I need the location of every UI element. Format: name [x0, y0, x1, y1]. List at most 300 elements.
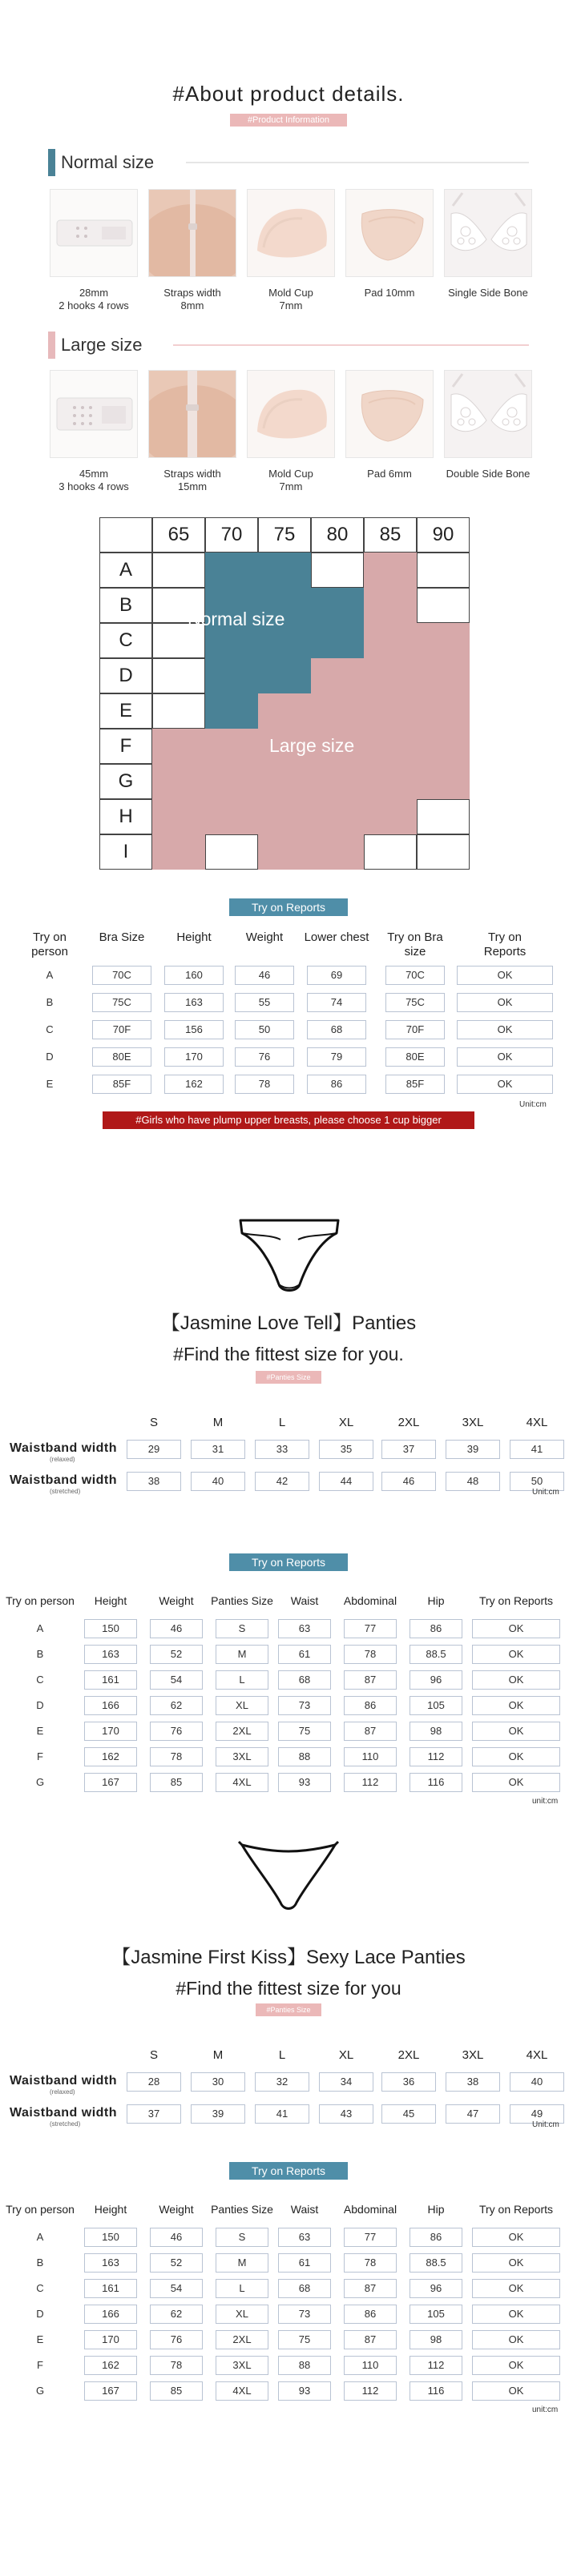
table-cell: 78	[150, 1747, 203, 1766]
strap-image	[148, 370, 236, 458]
size-header: 3XL	[462, 1416, 484, 1429]
grid-cell	[258, 693, 311, 729]
table-cell: 76	[150, 2330, 203, 2349]
table-cell: 170	[84, 1722, 137, 1741]
panties2-subtitle: #Find the fittest size for you	[176, 1978, 401, 1999]
column-header: Weight	[159, 1594, 194, 1607]
table-cell: OK	[472, 1747, 560, 1766]
table-cell: 110	[344, 2356, 397, 2375]
grid-cell	[311, 764, 364, 799]
table-cell: 86	[307, 1075, 366, 1094]
large-size-label: Large size	[61, 335, 143, 355]
unit-label: unit:cm	[532, 2405, 559, 2414]
table-cell: OK	[472, 1773, 560, 1792]
grid-cell	[311, 834, 364, 870]
table-cell: 68	[278, 1670, 331, 1690]
table-cell: OK	[472, 2356, 560, 2375]
band-header: 70	[205, 517, 258, 553]
size-cell: 42	[255, 1472, 309, 1491]
side-bone-image	[444, 189, 532, 277]
table-cell: 105	[410, 1696, 462, 1715]
table-cell: 87	[344, 1670, 397, 1690]
column-header: Height	[94, 2203, 127, 2216]
waistband-sublabel: (relaxed)	[50, 1456, 75, 1463]
band-header: 75	[258, 517, 311, 553]
size-cell: 39	[446, 1440, 500, 1459]
caption-line: 8mm	[180, 299, 204, 311]
column-header: Try on Bra size	[387, 930, 443, 958]
caption-line: 2 hooks 4 rows	[59, 299, 129, 311]
size-cell: 39	[191, 2104, 245, 2124]
table-cell: 163	[164, 993, 224, 1012]
table-cell: OK	[457, 1075, 553, 1094]
table-cell: 96	[410, 1670, 462, 1690]
column-header: Abdominal	[343, 1594, 397, 1607]
size-header: 2XL	[397, 1416, 420, 1429]
grid-cell	[311, 553, 364, 588]
table-cell: L	[216, 2279, 268, 2298]
size-header: XL	[338, 2048, 354, 2062]
table-cell: 116	[410, 1773, 462, 1792]
table-cell: 78	[235, 1075, 294, 1094]
table-cell: 86	[344, 2305, 397, 2324]
table-cell: 161	[84, 2279, 137, 2298]
size-cell: 41	[510, 1440, 564, 1459]
table-cell: 167	[84, 1773, 137, 1792]
column-header: Try on Reports	[483, 930, 527, 958]
table-cell: 63	[278, 1619, 331, 1638]
unit-label: unit:cm	[532, 1797, 559, 1806]
band-header: 65	[152, 517, 205, 553]
table-cell: 46	[150, 2228, 203, 2247]
table-cell: 62	[150, 2305, 203, 2324]
cup-advice-note: #Girls who have plump upper breasts, please choose 1 cup bigger	[103, 1111, 474, 1129]
caption-line: Pad 10mm	[364, 287, 415, 299]
table-cell: 98	[410, 1722, 462, 1741]
table-cell: 52	[150, 1645, 203, 1664]
table-cell: 150	[84, 2228, 137, 2247]
grid-cell	[258, 553, 311, 588]
row-label: C	[46, 1023, 54, 1035]
grid-corner	[99, 517, 152, 553]
grid-cell	[152, 658, 205, 693]
waistband-label: Waistband width	[10, 1441, 118, 1455]
grid-cell	[417, 834, 470, 870]
column-header: Height	[94, 1594, 127, 1607]
grid-cell	[205, 693, 258, 729]
cup-header: C	[99, 623, 152, 658]
size-header: 4XL	[526, 1416, 548, 1429]
table-cell: 75C	[385, 993, 445, 1012]
waistband-label: Waistband width	[10, 2074, 118, 2088]
caption-line: Pad 6mm	[367, 468, 412, 480]
grid-cell	[364, 729, 417, 764]
cup-header: D	[99, 658, 152, 693]
table-cell: 73	[278, 2305, 331, 2324]
heading-bar	[48, 332, 55, 359]
table-cell: 87	[344, 2279, 397, 2298]
grid-cell	[364, 588, 417, 623]
table-cell: 85F	[92, 1075, 151, 1094]
table-cell: 87	[344, 1722, 397, 1741]
column-header: Weight	[245, 930, 284, 944]
table-cell: 161	[84, 1670, 137, 1690]
table-cell: 86	[410, 2228, 462, 2247]
table-cell: 80E	[385, 1047, 445, 1067]
size-cell: 31	[191, 1440, 245, 1459]
grid-cell	[364, 658, 417, 693]
size-header: S	[149, 1416, 158, 1429]
pad-image	[345, 189, 434, 277]
column-header: Panties Size	[211, 1594, 273, 1607]
row-label: E	[46, 1078, 54, 1090]
table-cell: 166	[84, 2305, 137, 2324]
panties-size-tag: #Panties Size	[256, 1371, 321, 1384]
size-header: 4XL	[526, 2048, 548, 2062]
row-label: D	[36, 2308, 44, 2320]
size-cell: 45	[381, 2104, 436, 2124]
waistband-label: Waistband width	[10, 2106, 118, 2120]
table-cell: 170	[84, 2330, 137, 2349]
grid-cell	[417, 588, 470, 623]
row-label: D	[36, 1699, 44, 1711]
row-label: A	[36, 2231, 44, 2243]
grid-cell	[258, 799, 311, 834]
table-cell: 3XL	[216, 2356, 268, 2375]
table-cell: OK	[472, 1670, 560, 1690]
grid-cell	[364, 764, 417, 799]
table-cell: 86	[344, 1696, 397, 1715]
table-cell: 162	[164, 1075, 224, 1094]
size-header: XL	[338, 1416, 354, 1429]
table-cell: 46	[150, 1619, 203, 1638]
waistband-label: Waistband width	[10, 1473, 118, 1487]
table-cell: 54	[150, 1670, 203, 1690]
table-cell: 61	[278, 1645, 331, 1664]
row-label: F	[37, 2359, 43, 2371]
size-cell: 43	[319, 2104, 373, 2124]
table-cell: 85F	[385, 1075, 445, 1094]
cup-header: F	[99, 729, 152, 764]
table-cell: 68	[278, 2279, 331, 2298]
table-cell: S	[216, 2228, 268, 2247]
table-cell: 69	[307, 966, 366, 985]
band-header: 90	[417, 517, 470, 553]
table-cell: M	[216, 2253, 268, 2273]
cup-header: G	[99, 764, 152, 799]
row-label: G	[35, 1776, 45, 1788]
panties1-title: 【Jasmine Love Tell】Panties	[160, 1312, 417, 1334]
thong-icon	[237, 1840, 340, 1914]
page-title: #About product details.	[172, 82, 405, 106]
table-cell: OK	[457, 1020, 553, 1039]
table-cell: 96	[410, 2279, 462, 2298]
row-label: B	[36, 1648, 44, 1660]
table-cell: 78	[150, 2356, 203, 2375]
table-cell: 85	[150, 1773, 203, 1792]
row-label: B	[46, 996, 54, 1008]
row-label: A	[36, 1622, 44, 1634]
table-cell: XL	[216, 2305, 268, 2324]
unit-label: Unit:cm	[519, 1100, 547, 1109]
caption	[237, 287, 345, 312]
size-cell: 38	[446, 2072, 500, 2092]
table-cell: 70F	[385, 1020, 445, 1039]
caption	[139, 287, 246, 312]
size-cell: 34	[319, 2072, 373, 2092]
grid-cell	[258, 834, 311, 870]
size-cell: 29	[127, 1440, 181, 1459]
table-cell: 3XL	[216, 1747, 268, 1766]
grid-cell	[364, 834, 417, 870]
table-cell: 77	[344, 2228, 397, 2247]
column-header: Try on Reports	[478, 1594, 554, 1607]
large-size-zone-label: Large size	[269, 735, 355, 756]
cup-header: H	[99, 799, 152, 834]
size-cell: 37	[381, 1440, 436, 1459]
table-cell: 76	[235, 1047, 294, 1067]
size-header: 3XL	[462, 2048, 484, 2062]
unit-label: Unit:cm	[532, 1488, 559, 1497]
table-cell: 70C	[385, 966, 445, 985]
divider	[186, 162, 529, 163]
caption-line: Mold Cup	[268, 287, 313, 299]
column-header: Waist	[290, 2203, 319, 2216]
table-cell: 61	[278, 2253, 331, 2273]
table-cell: OK	[472, 2381, 560, 2401]
column-header: Try on person	[31, 930, 68, 958]
unit-label: Unit:cm	[532, 2120, 559, 2129]
table-cell: 80E	[92, 1047, 151, 1067]
table-cell: 163	[84, 2253, 137, 2273]
size-cell: 50	[510, 1472, 564, 1491]
table-cell: 88.5	[410, 1645, 462, 1664]
grid-cell	[311, 588, 364, 623]
row-label: C	[36, 2282, 44, 2294]
size-header: 2XL	[397, 2048, 420, 2062]
column-header: Panties Size	[211, 2203, 273, 2216]
size-cell: 36	[381, 2072, 436, 2092]
band-header: 85	[364, 517, 417, 553]
table-cell: 63	[278, 2228, 331, 2247]
hook-clasp-image	[50, 370, 138, 458]
table-cell: 46	[235, 966, 294, 985]
table-cell: 110	[344, 1747, 397, 1766]
caption-line: 15mm	[177, 480, 208, 492]
column-header: Hip	[427, 2203, 445, 2216]
size-cell: 28	[127, 2072, 181, 2092]
table-cell: 105	[410, 2305, 462, 2324]
grid-cell	[417, 553, 470, 588]
waistband-sublabel: (relaxed)	[50, 2088, 75, 2096]
size-header: M	[212, 1416, 224, 1429]
grid-cell	[205, 553, 258, 588]
row-label: E	[36, 1725, 44, 1737]
size-cell: 30	[191, 2072, 245, 2092]
table-cell: 163	[84, 1645, 137, 1664]
table-cell: 162	[84, 2356, 137, 2375]
table-cell: 75C	[92, 993, 151, 1012]
normal-size-label: Normal size	[61, 152, 155, 172]
size-cell: 32	[255, 2072, 309, 2092]
table-cell: 4XL	[216, 1773, 268, 1792]
size-cell: 46	[381, 1472, 436, 1491]
column-header: Try on Reports	[478, 2203, 554, 2216]
table-cell: OK	[457, 966, 553, 985]
grid-cell	[205, 764, 258, 799]
panties-size-tag: #Panties Size	[256, 2003, 321, 2016]
caption-line: Mold Cup	[268, 468, 313, 480]
panties1-subtitle: #Find the fittest size for you.	[173, 1344, 404, 1364]
row-label: B	[36, 2257, 44, 2269]
size-cell: 40	[191, 1472, 245, 1491]
table-cell: 4XL	[216, 2381, 268, 2401]
column-header: Try on person	[6, 2203, 75, 2216]
grid-cell	[258, 764, 311, 799]
grid-cell	[152, 799, 205, 834]
grid-cell	[205, 658, 258, 693]
normal-size-heading	[48, 149, 208, 176]
table-cell: 52	[150, 2253, 203, 2273]
grid-cell	[417, 658, 470, 693]
caption-line: 28mm	[79, 287, 109, 299]
caption	[336, 468, 443, 480]
try-on-reports-tag: Try on Reports	[229, 2162, 348, 2180]
size-cell: 37	[127, 2104, 181, 2124]
grid-cell	[311, 623, 364, 658]
column-header: Height	[176, 930, 212, 944]
mold-cup-image	[247, 370, 335, 458]
row-label: G	[35, 2385, 45, 2397]
grid-cell	[417, 693, 470, 729]
size-cell: 33	[255, 1440, 309, 1459]
column-header: Bra Size	[99, 930, 145, 944]
table-cell: 93	[278, 1773, 331, 1792]
table-cell: 78	[344, 2253, 397, 2273]
size-cell: 41	[255, 2104, 309, 2124]
table-cell: 74	[307, 993, 366, 1012]
cup-header: E	[99, 693, 152, 729]
caption	[40, 287, 147, 312]
table-cell: 2XL	[216, 2330, 268, 2349]
table-cell: 116	[410, 2381, 462, 2401]
row-label: D	[46, 1051, 54, 1063]
table-cell: 50	[235, 1020, 294, 1039]
waistband-sublabel: (stretched)	[50, 2120, 81, 2128]
table-cell: 87	[344, 2330, 397, 2349]
size-cell: 47	[446, 2104, 500, 2124]
table-cell: 2XL	[216, 1722, 268, 1741]
size-cell: 49	[510, 2104, 564, 2124]
size-cell: 38	[127, 1472, 181, 1491]
table-cell: 88	[278, 1747, 331, 1766]
table-cell: 86	[410, 1619, 462, 1638]
table-cell: 93	[278, 2381, 331, 2401]
caption	[139, 468, 246, 493]
table-cell: 70C	[92, 966, 151, 985]
table-cell: OK	[472, 1696, 560, 1715]
column-header: Try on person	[6, 1594, 75, 1607]
caption-line: 7mm	[279, 480, 303, 492]
table-cell: XL	[216, 1696, 268, 1715]
table-cell: 77	[344, 1619, 397, 1638]
cup-header: B	[99, 588, 152, 623]
side-bone-image	[444, 370, 532, 458]
product-info-tag: #Product Information	[230, 114, 347, 127]
grid-cell	[152, 764, 205, 799]
table-cell: 112	[410, 1747, 462, 1766]
grid-cell	[311, 693, 364, 729]
table-cell: L	[216, 1670, 268, 1690]
table-cell: 75	[278, 1722, 331, 1741]
grid-cell	[205, 834, 258, 870]
grid-cell	[152, 693, 205, 729]
table-cell: 112	[344, 1773, 397, 1792]
grid-cell	[152, 553, 205, 588]
table-cell: OK	[472, 2305, 560, 2324]
grid-cell	[205, 729, 258, 764]
table-cell: 70F	[92, 1020, 151, 1039]
caption-line: 3 hooks 4 rows	[59, 480, 129, 492]
cup-header: I	[99, 834, 152, 870]
grid-cell	[311, 799, 364, 834]
divider	[173, 344, 529, 346]
caption-line: 7mm	[279, 299, 303, 311]
table-cell: OK	[472, 2330, 560, 2349]
grid-cell	[152, 729, 205, 764]
table-cell: 55	[235, 993, 294, 1012]
cup-header: A	[99, 553, 152, 588]
grid-cell	[311, 658, 364, 693]
size-header: L	[278, 2048, 286, 2062]
table-cell: 76	[150, 1722, 203, 1741]
grid-cell	[417, 799, 470, 834]
caption	[237, 468, 345, 493]
column-header: Weight	[159, 2203, 194, 2216]
band-header: 80	[311, 517, 364, 553]
table-cell: 166	[84, 1696, 137, 1715]
column-header: Hip	[427, 1594, 445, 1607]
table-cell: 79	[307, 1047, 366, 1067]
size-cell: 44	[319, 1472, 373, 1491]
table-cell: OK	[457, 1047, 553, 1067]
waistband-sublabel: (stretched)	[50, 1488, 81, 1495]
grid-cell	[364, 693, 417, 729]
caption-line: 45mm	[79, 468, 109, 480]
table-cell: 75	[278, 2330, 331, 2349]
table-cell: 88	[278, 2356, 331, 2375]
caption-line: Double Side Bone	[446, 468, 531, 480]
grid-cell	[417, 729, 470, 764]
table-cell: OK	[472, 1619, 560, 1638]
row-label: A	[46, 969, 54, 981]
briefs-icon	[236, 1216, 343, 1302]
table-cell: 78	[344, 1645, 397, 1664]
row-label: C	[36, 1674, 44, 1686]
row-label: F	[37, 1750, 43, 1762]
size-cell: 40	[510, 2072, 564, 2092]
table-cell: 68	[307, 1020, 366, 1039]
column-header: Waist	[290, 1594, 319, 1607]
table-cell: OK	[457, 993, 553, 1012]
panties2-title: 【Jasmine First Kiss】Sexy Lace Panties	[111, 1947, 466, 1968]
pad-image	[345, 370, 434, 458]
size-cell: 35	[319, 1440, 373, 1459]
table-cell: OK	[472, 1722, 560, 1741]
grid-cell	[364, 799, 417, 834]
grid-cell	[417, 764, 470, 799]
table-cell: S	[216, 1619, 268, 1638]
